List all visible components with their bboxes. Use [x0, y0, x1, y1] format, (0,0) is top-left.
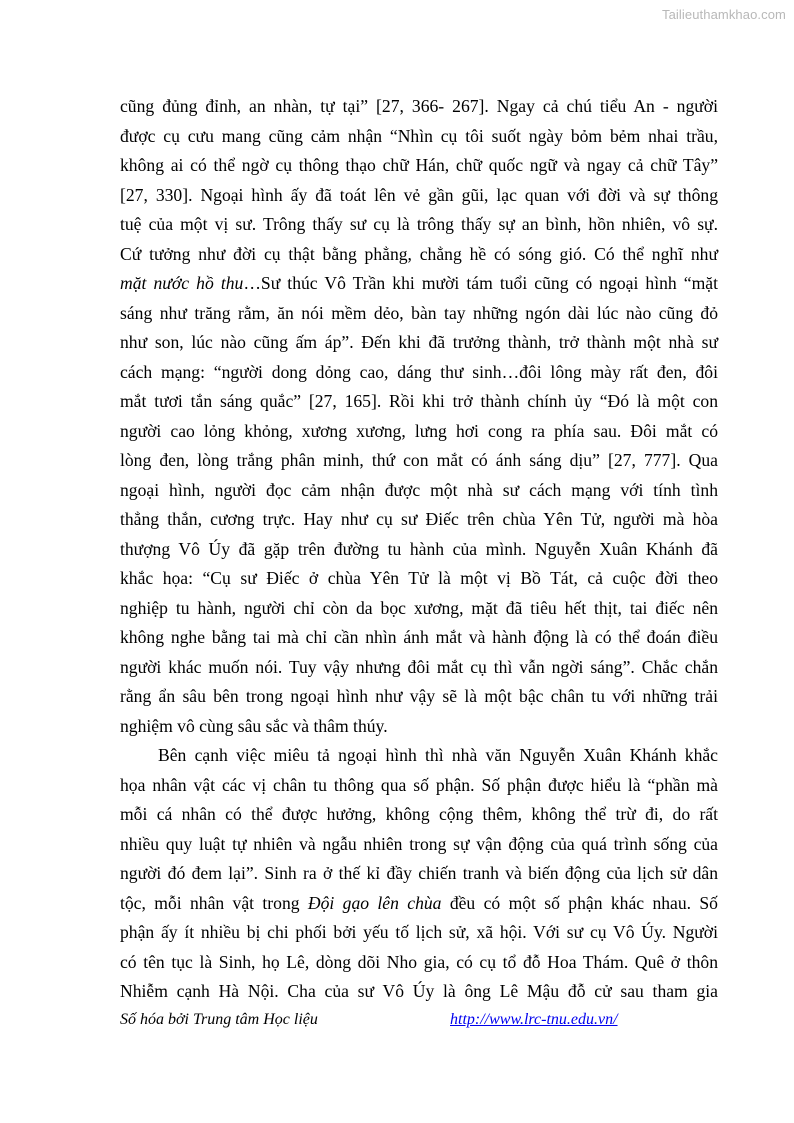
text-line: người cao lỏng khỏng, xương xương, lưng hơi cong ra phía sau. Đôi mắt có	[120, 420, 718, 441]
footer-link[interactable]: http://www.lrc-tnu.edu.vn/	[450, 1011, 618, 1028]
text-line: thượng Vô Úy đã gặp trên đường tu hành của mình. Nguyễn Xuân Khánh đã	[120, 538, 718, 559]
text-line: nghiệm vô cùng sâu sắc và thâm thúy.	[120, 715, 388, 736]
document-body	[120, 92, 718, 1007]
text-line: người khác muốn nói. Tuy vậy nhưng đôi mắt cụ thì vẫn ngời sáng”. Chắc chắn	[120, 656, 718, 677]
footer-credit: Số hóa bởi Trung tâm Học liệu	[120, 1011, 318, 1028]
watermark: Tailieuthamkhao.com	[661, 7, 786, 22]
text-line: không ai có thể ngờ cụ thông thạo chữ Hán, chữ quốc ngữ và ngay cả chữ Tây”	[120, 155, 718, 175]
text-line	[120, 889, 718, 919]
text-line: họa nhân vật các vị chân tu thông qua số phận. Số phận được hiểu là “phần mà	[120, 774, 718, 795]
text-line: cách mạng: “người dong dỏng cao, dáng thư sinh…đôi lông mày rất đen, đôi	[120, 361, 718, 382]
text-line: mỗi cá nhân có thể được hưởng, không cộng thêm, không thể trừ đi, do rất	[120, 804, 718, 824]
text-line: nhiều quy luật tự nhiên và ngẫu nhiên trong sự vận động của quá trình sống của	[120, 833, 718, 854]
text-line: Nhiễm cạnh Hà Nội. Cha của sư Vô Úy là ông Lê Mậu đỗ cử sau tham gia	[120, 981, 718, 1001]
text-run: đều có một số phận khác nhau. Số	[441, 892, 718, 913]
italic-phrase: mặt nước hồ thu	[120, 273, 244, 293]
text-run: tộc, mỗi nhân vật trong	[120, 892, 308, 913]
text-line: như son, lúc nào cũng ấm áp”. Đến khi đã trưởng thành, trở thành một nhà sư	[120, 332, 718, 352]
text-line: Cứ tưởng như đời cụ thật bằng phẳng, chẳng hề có sóng gió. Có thể nghĩ như	[120, 243, 718, 264]
text-line: cũng đủng đỉnh, an nhàn, tự tại” [27, 366- 267]. Ngay cả chú tiểu An - người	[120, 96, 718, 116]
text-line: rằng ẩn sâu bên trong ngoại hình như vậy sẽ là một bậc chân tu với những trải	[120, 686, 718, 706]
text-line: tuệ của một vị sư. Trông thấy sư cụ là trông thấy sự an bình, hồn nhiên, vô sự.	[120, 214, 718, 234]
text-line: sáng như trăng rằm, ăn nói mềm dẻo, bàn tay những ngón dài lúc nào cũng đỏ	[120, 302, 718, 323]
text-line: nghiệp tu hành, người chỉ còn da bọc xương, mặt đã tiêu hết thịt, tai điếc nên	[120, 597, 718, 618]
text-line: người đó đem lại”. Sinh ra ở thế kỉ đầy chiến tranh và biến động của lịch sử dân	[120, 863, 718, 883]
text-line: phận ấy ít nhiều bị chi phối bởi yếu tố lịch sử, xã hội. Với sư cụ Vô Úy. Người	[120, 922, 718, 942]
text-line: Bên cạnh việc miêu tả ngoại hình thì nhà văn Nguyễn Xuân Khánh khắc	[158, 745, 718, 765]
text-run: …Sư thúc Vô Trần khi mười tám tuổi cũng có ngoại hình “mặt	[243, 273, 718, 293]
page-footer	[120, 1011, 720, 1035]
text-line: không nghe bằng tai mà chỉ cần nhìn ánh mắt và hành động là có thể đoán điều	[120, 627, 718, 647]
text-line: [27, 330]. Ngoại hình ấy đã toát lên vẻ gần gũi, lạc quan với đời và sự thông	[120, 184, 718, 205]
text-line: thẳng thắn, cương trực. Hay như cụ sư Điếc trên chùa Yên Tử, người mà hòa	[120, 509, 718, 529]
text-line: khắc họa: “Cụ sư Điếc ở chùa Yên Tử là một vị Bồ Tát, cả cuộc đời theo	[120, 568, 718, 588]
text-line: có tên tục là Sinh, họ Lê, dòng dõi Nho gia, có cụ tổ đỗ Hoa Thám. Quê ở thôn	[120, 951, 718, 972]
text-line: mắt tươi tắn sáng quắc” [27, 165]. Rồi khi trở thành chính ủy “Đó là một con	[120, 391, 718, 411]
text-line: lòng đen, lòng trắng phân minh, thứ con mắt có ánh sáng dịu” [27, 777]. Qua	[120, 450, 718, 470]
text-line: được cụ cưu mang cũng cảm nhận “Nhìn cụ tôi suốt ngày bỏm bẻm nhai trầu,	[120, 125, 718, 146]
text-line: ngoại hình, người đọc cảm nhận được một nhà sư cách mạng với tính tình	[120, 479, 718, 500]
book-title: Đội gạo lên chùa	[307, 892, 442, 913]
text-line	[120, 269, 718, 299]
